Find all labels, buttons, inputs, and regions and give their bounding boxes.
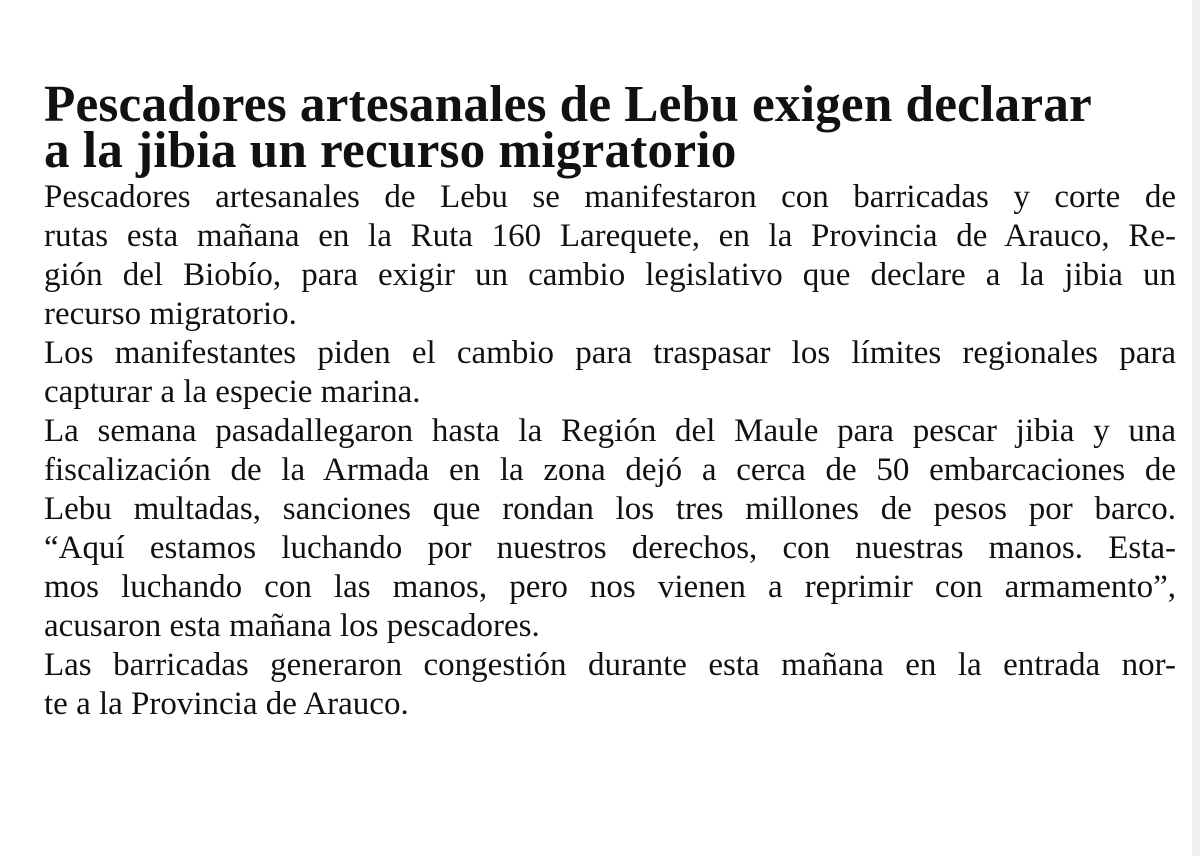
body-line: recurso migratorio. xyxy=(44,296,297,332)
body-line: capturar a la especie marina. xyxy=(44,374,421,410)
body-line: “Aquí estamos luchando por nuestros derechos, con nuestras manos. Esta- xyxy=(44,530,1176,566)
body-line: gión del Biobío, para exigir un cambio legislativo que declare a la jibia un xyxy=(44,257,1176,293)
body-line: acusaron esta mañana los pescadores. xyxy=(44,608,540,644)
body-line: La semana pasadallegaron hasta la Región del Maule para pescar jibia y una xyxy=(44,413,1176,449)
body-line: mos luchando con las manos, pero nos vienen a reprimir con armamento”, xyxy=(44,569,1176,605)
page-edge-shadow xyxy=(1192,0,1200,856)
news-article xyxy=(44,76,1176,724)
headline-line: a la jibia un recurso migratorio xyxy=(44,122,737,179)
body-line: Las barricadas generaron congestión durante esta mañana en la entrada nor- xyxy=(44,647,1176,683)
body-line: Pescadores artesanales de Lebu se manifestaron con barricadas y corte de xyxy=(44,179,1176,215)
headline-line: Pescadores artesanales de Lebu exigen declarar xyxy=(44,76,1092,133)
article-body xyxy=(44,178,1176,724)
body-line: rutas esta mañana en la Ruta 160 Larequete, en la Provincia de Arauco, Re- xyxy=(44,218,1176,254)
body-line: fiscalización de la Armada en la zona dejó a cerca de 50 embarcaciones de xyxy=(44,452,1176,488)
article-headline xyxy=(44,76,1159,179)
body-line: te a la Provincia de Arauco. xyxy=(44,686,409,722)
body-line: Los manifestantes piden el cambio para traspasar los límites regionales para xyxy=(44,335,1176,371)
body-line: Lebu multadas, sanciones que rondan los tres millones de pesos por barco. xyxy=(44,491,1176,527)
